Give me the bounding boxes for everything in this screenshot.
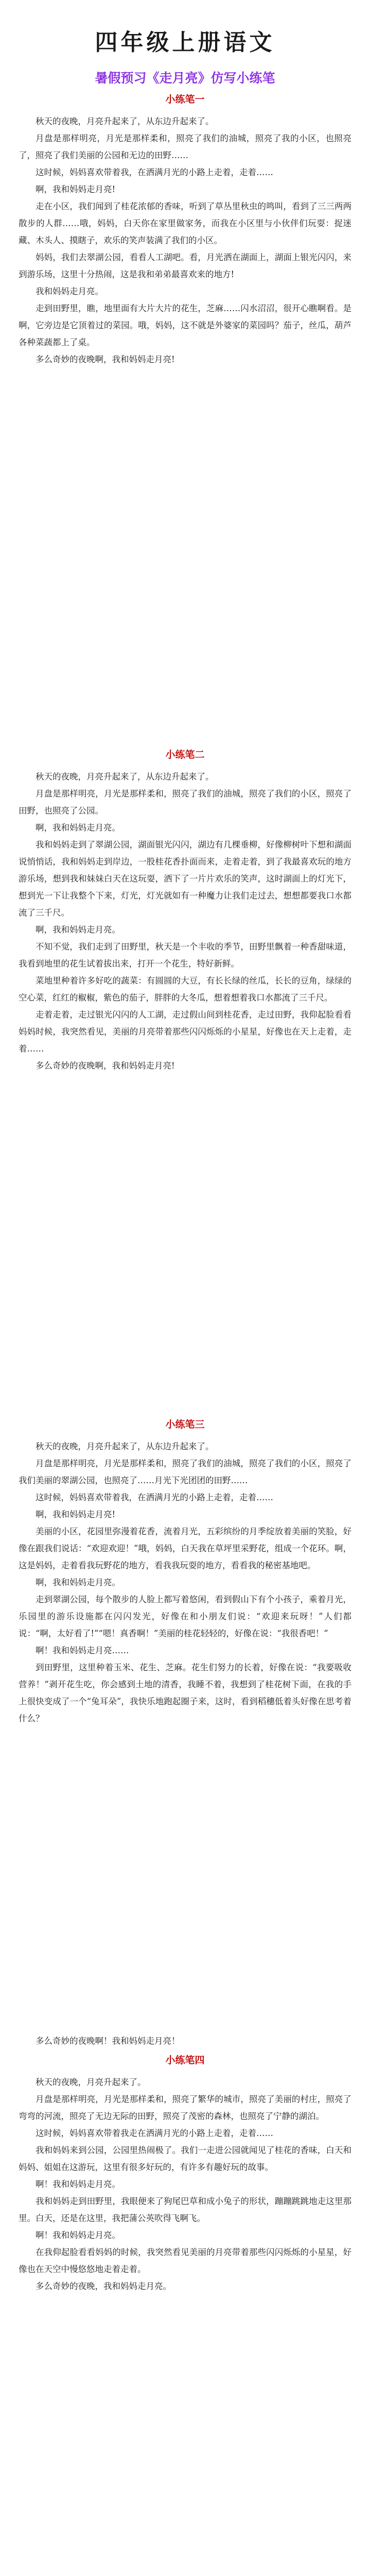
document-page xyxy=(0,0,370,87)
paragraph: 多么奇妙的夜晚，我和妈妈走月亮。 xyxy=(36,2281,171,2291)
paragraph: 啊！我和妈妈走月亮。 xyxy=(36,2230,120,2240)
page-subtitle: 暑假预习《走月亮》仿写小练笔 xyxy=(95,71,275,86)
paragraph: 月盘是那样明亮，月光是那样柔和，照亮了我们的油城，照亮了我的小区，也照亮了，照亮了我们美丽的公园和无边的田野…… xyxy=(19,133,351,160)
paragraph: 秋天的夜晚，月亮升起来了，从东边升起来了。 xyxy=(36,772,214,782)
paragraph: 月盘是那样明亮，月光是那样柔和，照亮了我们的油城，照亮了我们的小区，照亮了田野，也照亮了公园。 xyxy=(19,789,351,816)
section-heading: 小练笔一 xyxy=(165,94,205,105)
paragraph: 走到田野里，瞧，地里面有大片大片的花生，芝麻……闪水沼沼，很开心瞧啊看。是啊，它旁边是它顶着过的菜园。哦，妈妈，这不就是外婆家的菜园吗？茄子，丝瓜，葫芦各种菜蔬都上了桌。 xyxy=(19,303,351,347)
paragraph: 月盘是那样明亮，月光是那样柔和，照亮了繁华的城市，照亮了美丽的村庄，照亮了弯弯的河流，照亮了无边无际的田野，照亮了茂密的森林，也照亮了宁静的湖泊。 xyxy=(19,2094,351,2121)
section-four xyxy=(19,2032,351,2295)
paragraph: 这时候，妈妈喜欢带着我，在洒满月光的小路上走着，走着…… xyxy=(36,1493,273,1502)
paragraph: 这时候，妈妈喜欢带着我，在洒满月光的小路上走着，走着…… xyxy=(36,167,273,177)
paragraph: 月盘是那样明亮，月光是那样柔和，照亮了我们的油城，照亮了我们的小区，照亮了我们美丽的翠湖公园，也照亮了……月光下光团团的田野…… xyxy=(19,1459,351,1485)
paragraph: 走在小区，我们闻到了桂花浓郁的香味，听到了草丛里秋虫的鸣叫，看到了三三两两散步的人群……哦，妈妈，白天你在家里做家务，而我在小区里与小伙伴们玩耍：捉迷藏、木头人、摸瞎子，欢乐的笑声装满了我们的小区。 xyxy=(19,201,351,245)
paragraph: 到田野里，这里种着玉米、花生、芝麻。花生们努力的长着，好像在说：“我要吸收营养！”剥开花生吃，你会感到土地的清香，我睡不着，我想到了桂花树下面，在我的手上很快变成了一个“兔耳朵”，我快乐地跑起圈子来，这时，看到稻穗低着头好像在思考着什么？ xyxy=(19,1663,351,1723)
section-three xyxy=(19,1417,351,1727)
paragraph: 我和妈妈走到田野里，我眼便来了狗尾巴草和成小兔子的形状，蹦蹦跳跳地走这里那里。白天，还是在这里，我把蒲公英吹得飞啊飞。 xyxy=(19,2196,351,2223)
section-heading: 小练笔二 xyxy=(165,749,205,760)
paragraph: 秋天的夜晚，月亮升起来了，从东边升起来了。 xyxy=(36,116,214,126)
paragraph: 这时候，妈妈喜欢带着我走在洒满月光的小路上走着，走着…… xyxy=(36,2128,273,2138)
paragraph: 啊，我和妈妈走月亮! xyxy=(36,184,116,194)
paragraph: 啊，我和妈妈走月亮。 xyxy=(36,1578,120,1587)
section-two xyxy=(19,747,351,1074)
paragraph: 美丽的小区，花园里弥漫着花香，流着月光，五彩缤纷的月季绽放着美丽的笑脸，好像在跟我们说话：“欢迎欢迎！”哦，妈妈，白天我在草坪里采野花，组成一个花环。啊，这是妈妈，走着看我玩野花的地方，看我我玩耍的地方，看看我的秘密基地吧。 xyxy=(19,1527,351,1570)
paragraph: 多么奇妙的夜晚啊，我和妈妈走月亮! xyxy=(36,354,175,364)
paragraph: 我和妈妈走月亮。 xyxy=(36,286,103,296)
paragraph: 走到翠湖公园，每个散步的人脸上都写着悠闲，看到假山下有个小孩子，乘着月光，乐园里的游乐设施都在闪闪发光，好像在和小朋友们说：“欢迎来玩呀！”人们都说：“啊，太好看了!”“嗯！真香啊！”美丽的桂花轻轻的，好像在说：“我很香吧！” xyxy=(19,1595,351,1638)
paragraph: 啊！我和妈妈走月亮…… xyxy=(36,1646,129,1655)
interlude-line: 多么奇妙的夜晚啊！我和妈妈走月亮！ xyxy=(36,2036,180,2046)
paragraph: 多么奇妙的夜晚啊，我和妈妈走月亮! xyxy=(36,1061,175,1071)
paragraph: 啊，我和妈妈走月亮。 xyxy=(36,823,120,833)
paragraph: 走着走着，走过银光闪闪的人工湖，走过假山间到桂花香，走过田野，我仰起脸看看妈妈时候，我突然看见，美丽的月亮带着那些闪闪烁烁的小星星，好像也在天上走着，走着…… xyxy=(19,1010,351,1054)
paragraph: 秋天的夜晚，月亮升起来了，从东边升起来了。 xyxy=(36,1442,214,1451)
paragraph: 在我仰起脸看看妈妈的时候，我突然看见美丽的月亮带着那些闪闪烁烁的小星星，好像也在天空中慢悠悠地走着走着。 xyxy=(19,2247,351,2274)
paragraph: 妈妈，我们去翠湖公园，看看人工湖吧。看，月光洒在湖面上，湖面上银光闪闪，来到游乐场，这里十分热闹，这是我和弟弟最喜欢来的地方! xyxy=(19,252,351,279)
paragraph: 我和妈妈来到公园，公园里热闹极了。我们一走进公园就闻见了桂花的香味，白天和妈妈、姐姐在这游玩，这里有很多好玩的，有许多有趣好玩的故事。 xyxy=(19,2145,351,2172)
page-title: 四年级上册语文 xyxy=(95,29,275,56)
section-heading: 小练笔四 xyxy=(165,2055,205,2066)
section-heading: 小练笔三 xyxy=(165,1419,205,1430)
paragraph: 啊，我和妈妈走月亮! xyxy=(36,1510,116,1519)
paragraph: 啊，我和妈妈走月亮。 xyxy=(36,925,120,935)
paragraph: 啊！我和妈妈走月亮。 xyxy=(36,2179,120,2189)
paragraph: 我和妈妈走到了翠湖公园，湖面银光闪闪，湖边有几棵垂柳，好像柳树叶下想和湖面说悄悄话，我和妈妈走到岸边，一股桂花香扑面而来，走着走着，到了我最喜欢玩的地方游乐场，想到我和妹妹白天在这玩耍，洒下了一片片欢乐的笑声，这时湖面上的灯光下，想到光一下让我整个下来，灯光，灯光就如有一种魔力让我们走过去，想想都要我口水都流了三千尺。 xyxy=(19,840,351,918)
paragraph: 不知不觉，我们走到了田野里，秋天是一个丰收的季节，田野里飘着一种香甜味道，我看到地里的花生试着拔出来，打开一个花生，特好新鲜。 xyxy=(19,942,351,969)
paragraph: 秋天的夜晚，月亮升起来了。 xyxy=(36,2077,146,2087)
section-one xyxy=(19,92,351,368)
paragraph: 菜地里种着许多好吃的蔬菜：有圆圆的大豆，有长长绿的丝瓜，长长的豆角，绿绿的空心菜，红红的椒椒，紫色的茄子，胖胖的大冬瓜，想着想着我口水都流了三千尺。 xyxy=(19,976,351,1003)
